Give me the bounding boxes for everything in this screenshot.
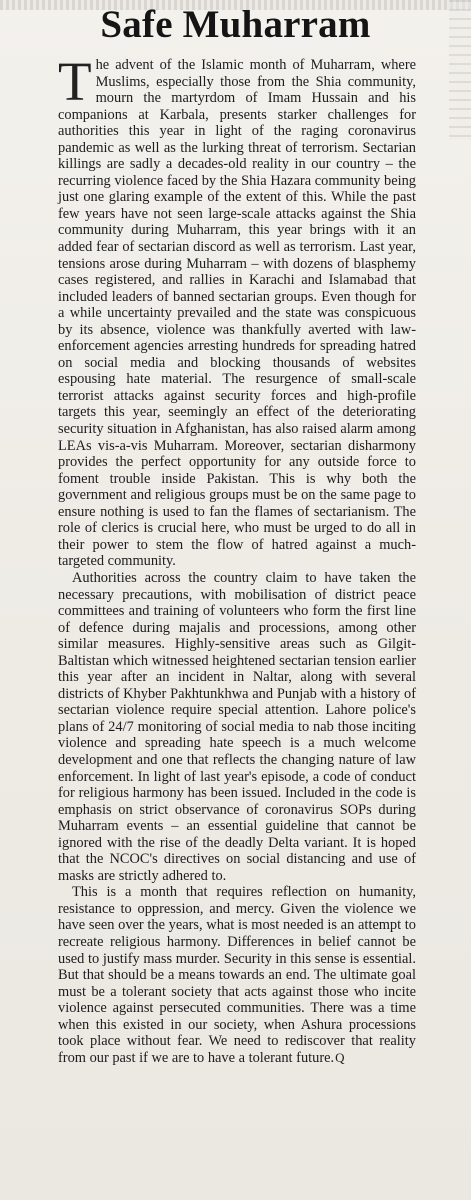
paragraph-1-text: he advent of the Islamic month of Muharram, where Muslims, especially those from the Shia community, mourn the martyrdom of Imam Hussain and his companions at Karbala, presents starker challenges for authorities this year in light of the raging coronavirus pandemic as well as the lurking threat of terrorism. Sectarian killings are sadly a decades-old reality in our country – the recurring violence faced by the Shia Hazara community being just one glaring example of the extent of this. While the past few years have not seen large-scale attacks against the Shia community during Muharram, this year brings with it an added fear of sectarian discord as well as terrorism. Last year, tensions arose during Muharram – with dozens of blasphemy cases registered, and rallies in Karachi and Islamabad that included leaders of banned sectarian groups. Even though for a while uncertainty prevailed and the state was conspicuous by its absence, violence was thankfully averted with law-enforcement agencies arresting hundreds for spreading hatred on social media and blocking thousands of websites espousing hate material. The resurgence of small-scale terrorist attacks against security forces and high-profile targets this year, seemingly an effect of the deteriorating security situation in Afghanistan, has also raised alarm among LEAs vis-a-vis Muharram. Moreover, sectarian disharmony provides the perfect opportunity for any outside force to foment trouble inside Pakistan. This is why both the government and religious groups must be on the same page to ensure nothing is used to fan the flames of sectarianism. The role of clerics is crucial here, who must be urged to do all in their power to stem the flow of hatred against a much-targeted community.: [58, 57, 416, 570]
paragraph-1: [58, 51, 416, 570]
paragraph-3: [58, 884, 416, 1066]
end-mark: Q: [335, 1049, 345, 1065]
headline: Safe Muharram: [100, 3, 371, 46]
drop-cap: T: [58, 51, 92, 112]
article-body: [58, 51, 416, 1066]
paragraph-2: Authorities across the country claim to have taken the necessary precautions, with mobilisation of district peace committees and training of volunteers who form the first line of defence during majalis and processions, among other similar measures. Highly-sensitive areas such as Gilgit-Baltistan which witnessed heightened sectarian tension earlier this year after an incident in Naltar, along with several districts of Khyber Pakhtunkhwa and Punjab with a history of sectarian violence require special attention. Lahore police's plans of 24/7 monitoring of social media to nab those inciting violence and spreading hate speech is a much welcome development and one that reflects the changing nature of law enforcement. In light of last year's episode, a code of conduct for religious harmony has been issued. Included in the code is emphasis on strict observance of coronavirus SOPs during Muharram events – an essential guideline that cannot be ignored with the rise of the deadly Delta variant. It is hoped that the NCOC's directives on social distancing and use of masks are strictly adhered to.: [58, 569, 416, 884]
paragraph-3-text: This is a month that requires reflection on humanity, resistance to oppression, and mercy. Given the violence we have seen over the years, what is most needed is an attempt to recreate religious harmony. Differences in belief cannot be used to justify mass murder. Security in this sense is essential. But that should be a means towards an end. The ultimate goal must be a tolerant society that acts against those who incite violence against persecuted communities. There was a time when this existed in our society, when Ashura processions took place without fear. We need to rediscover that reality from our past if we are to have a tolerant future.: [58, 884, 416, 1066]
